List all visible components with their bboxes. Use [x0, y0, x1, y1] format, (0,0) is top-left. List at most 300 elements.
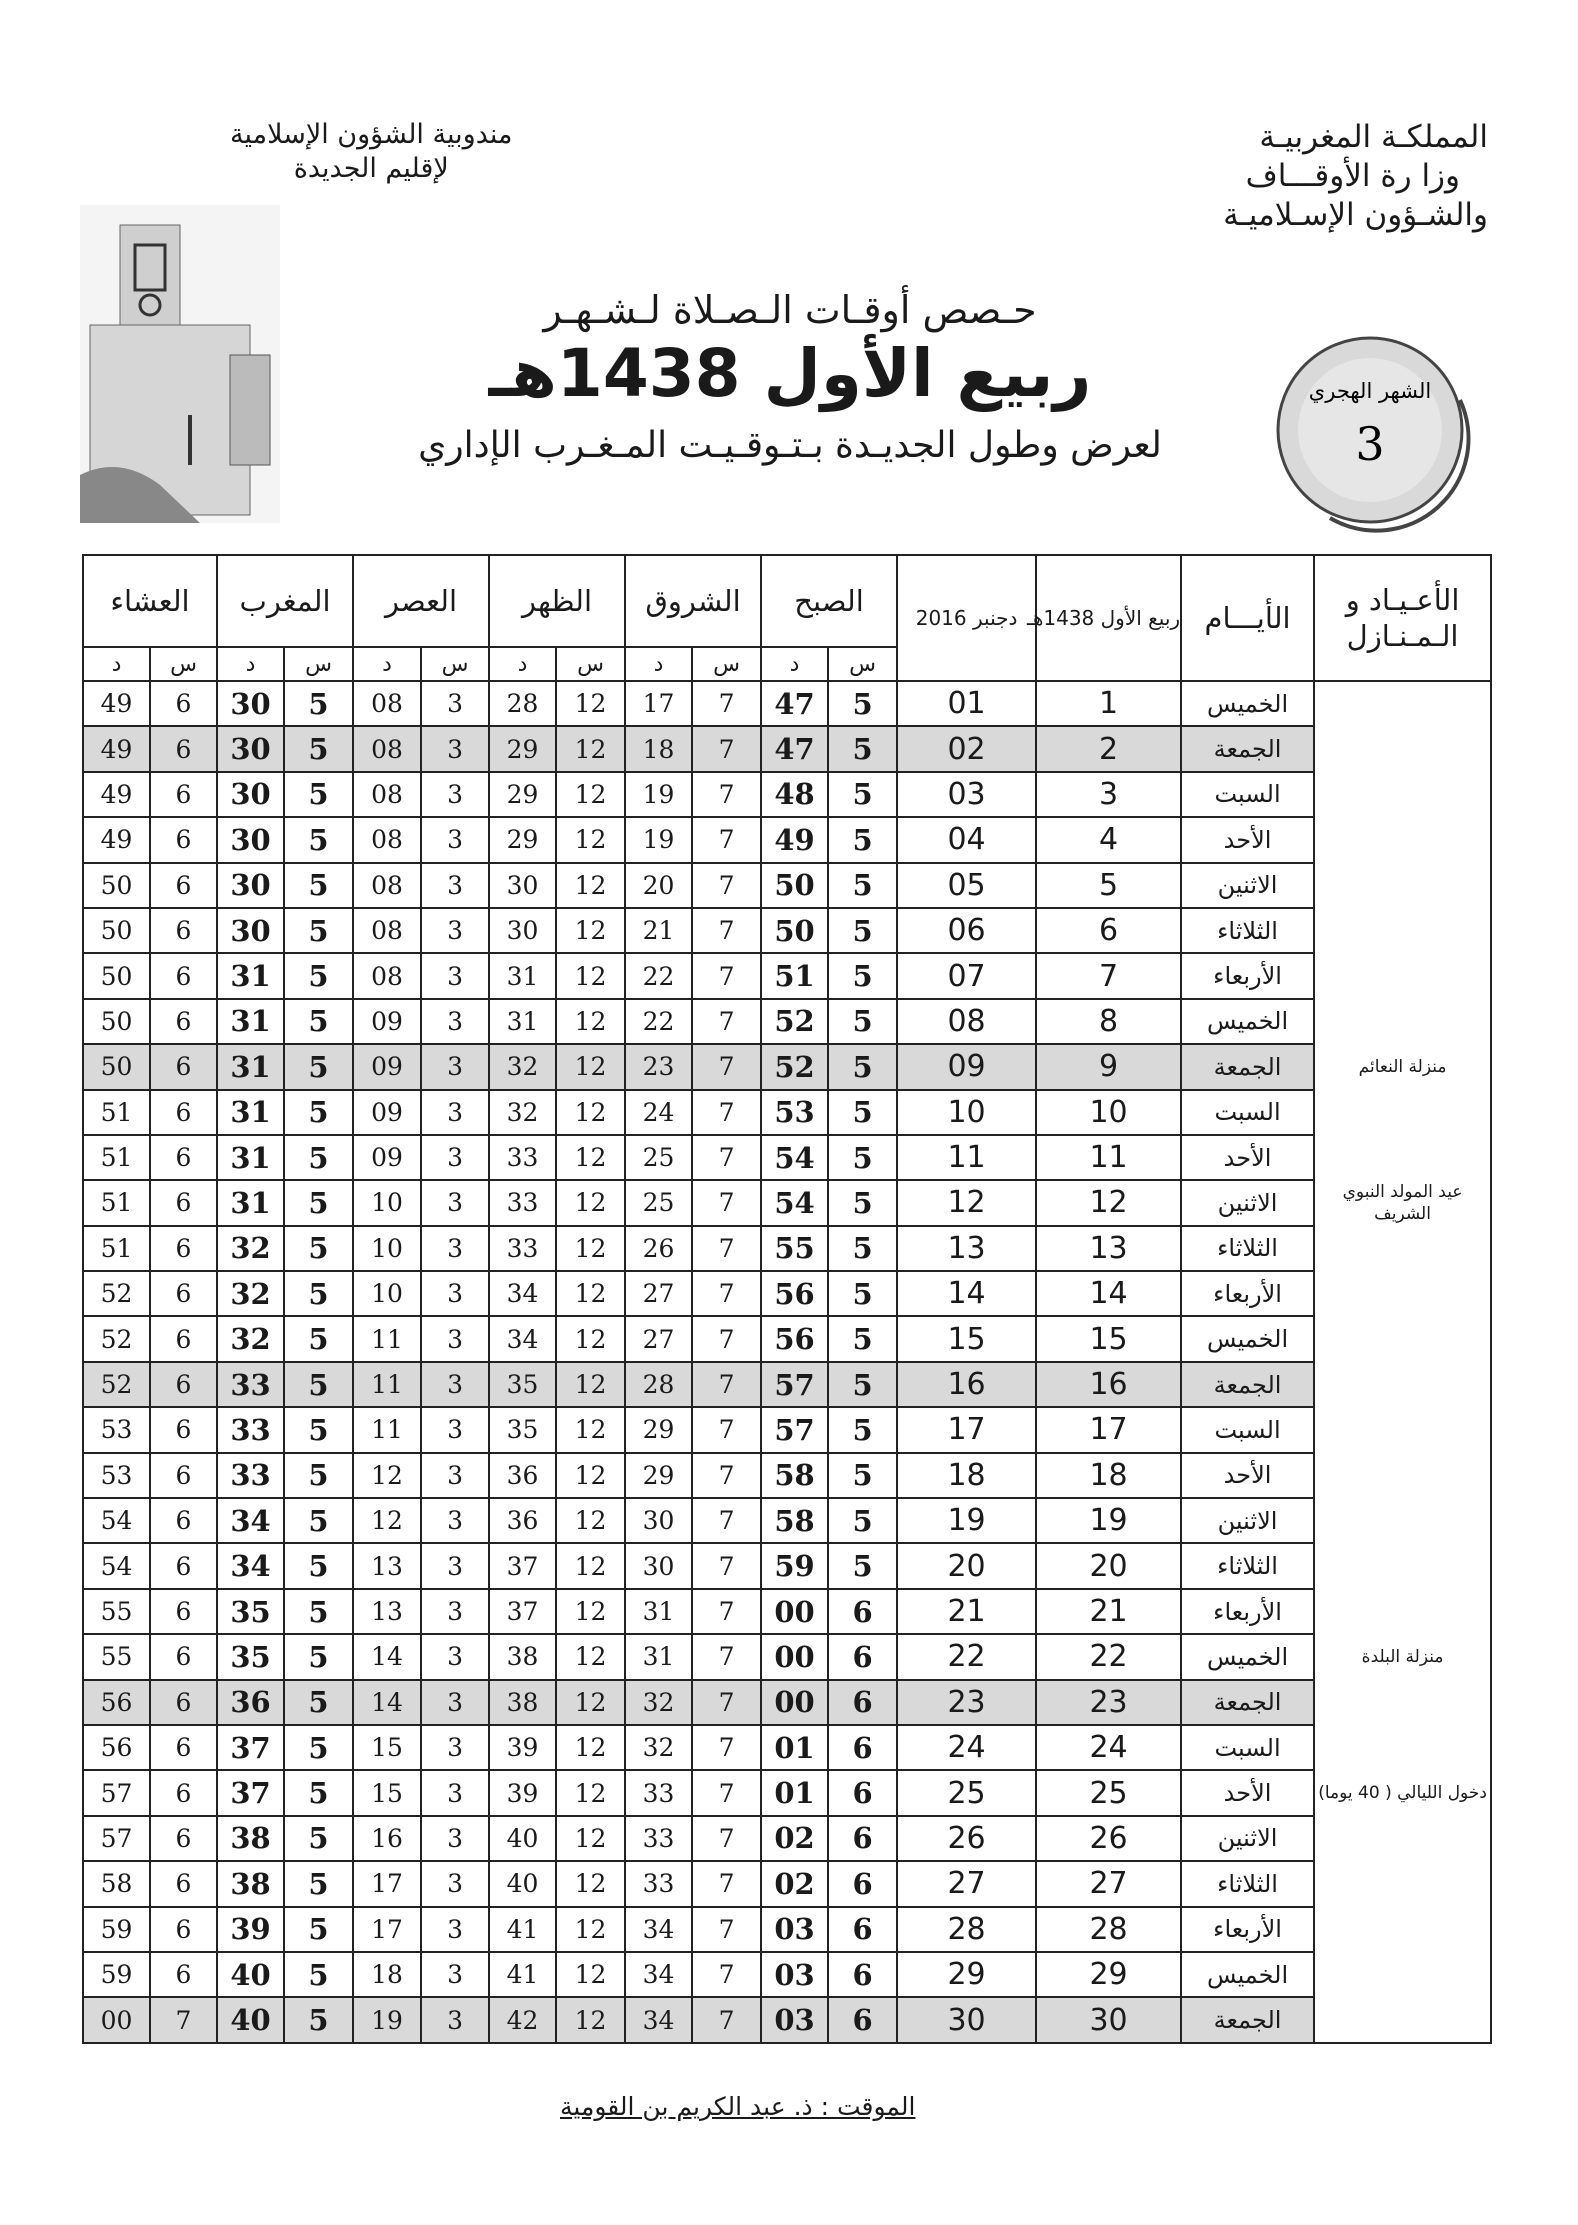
dhuhr-minute: 29 — [489, 817, 556, 862]
table-row — [83, 1952, 1491, 1997]
isha-minute: 51 — [83, 1180, 150, 1225]
isha-minute: 56 — [83, 1680, 150, 1725]
asr-minute: 13 — [353, 1543, 421, 1588]
maghrib-minute: 31 — [217, 1044, 284, 1089]
dhuhr-minute: 31 — [489, 999, 556, 1044]
event-cell — [1314, 1952, 1491, 1997]
dhuhr-hour: 12 — [556, 1543, 625, 1588]
isha-minute: 49 — [83, 681, 150, 726]
hijri-date: 2 — [1036, 726, 1181, 771]
shuruq-hour: 7 — [692, 726, 761, 771]
header-line: لإقليم الجديدة — [293, 152, 449, 184]
fajr-minute: 48 — [761, 772, 828, 817]
event-cell — [1314, 772, 1491, 817]
fajr-minute: 56 — [761, 1271, 828, 1316]
event-label: دخول الليالي ( 40 يوما) — [1314, 1770, 1491, 1815]
event-cell — [1314, 1543, 1491, 1588]
hijri-date: 11 — [1036, 1135, 1181, 1180]
gregorian-date: 28 — [897, 1907, 1036, 1952]
table-row — [83, 817, 1491, 862]
fajr-minute: 50 — [761, 908, 828, 953]
gregorian-date: 11 — [897, 1135, 1036, 1180]
event-cell — [1314, 953, 1491, 998]
fajr-minute: 57 — [761, 1407, 828, 1452]
asr-minute: 09 — [353, 1044, 421, 1089]
event-cell — [1314, 1907, 1491, 1952]
maghrib-minute: 38 — [217, 1861, 284, 1906]
event-label: منزلة البلدة — [1314, 1634, 1491, 1679]
isha-minute: 50 — [83, 1044, 150, 1089]
asr-hour: 3 — [421, 1907, 489, 1952]
fajr-hour: 6 — [828, 1680, 897, 1725]
fajr-minute: 01 — [761, 1770, 828, 1815]
table-row — [83, 1271, 1491, 1316]
tower-illustration — [80, 205, 280, 523]
asr-minute: 11 — [353, 1316, 421, 1361]
table-row — [83, 908, 1491, 953]
fajr-minute: 00 — [761, 1589, 828, 1634]
isha-minute: 59 — [83, 1907, 150, 1952]
asr-hour: 3 — [421, 1634, 489, 1679]
shuruq-minute: 20 — [625, 863, 692, 908]
dhuhr-minute: 42 — [489, 1997, 556, 2042]
day-name: الجمعة — [1181, 1044, 1314, 1089]
asr-minute: 18 — [353, 1952, 421, 1997]
isha-hour: 6 — [150, 1543, 217, 1588]
dhuhr-minute: 31 — [489, 953, 556, 998]
days-header: الأيـــام — [1181, 555, 1314, 681]
fajr-minute: 00 — [761, 1634, 828, 1679]
asr-minute: 08 — [353, 681, 421, 726]
table-row — [83, 1816, 1491, 1861]
shuruq-hour: 7 — [692, 1770, 761, 1815]
maghrib-minute: 33 — [217, 1407, 284, 1452]
shuruq-hour: 7 — [692, 681, 761, 726]
shuruq-hour: 7 — [692, 1816, 761, 1861]
gregorian-date: 25 — [897, 1770, 1036, 1815]
asr-minute: 09 — [353, 1090, 421, 1135]
isha-hour: 6 — [150, 953, 217, 998]
asr-minute: 10 — [353, 1180, 421, 1225]
day-name: الأحد — [1181, 1135, 1314, 1180]
fajr-hour: 5 — [828, 1498, 897, 1543]
maghrib-hour: 5 — [284, 1316, 353, 1361]
asr-minute: 17 — [353, 1861, 421, 1906]
header-line: والشـؤون الإسـلاميـة — [1223, 196, 1488, 233]
shuruq-hour: 7 — [692, 1861, 761, 1906]
day-name: الخميس — [1181, 999, 1314, 1044]
fajr-minute: 50 — [761, 863, 828, 908]
maghrib-hour: 5 — [284, 1634, 353, 1679]
shuruq-minute: 33 — [625, 1861, 692, 1906]
event-cell — [1314, 817, 1491, 862]
gregorian-date: 02 — [897, 726, 1036, 771]
day-name: الاثنين — [1181, 1816, 1314, 1861]
dhuhr-minute: 37 — [489, 1543, 556, 1588]
asr-hour: 3 — [421, 1770, 489, 1815]
table-row — [83, 1589, 1491, 1634]
event-cell — [1314, 1226, 1491, 1271]
maghrib-hour: 5 — [284, 1725, 353, 1770]
shuruq-hour: 7 — [692, 1226, 761, 1271]
isha-minute: 51 — [83, 1090, 150, 1135]
gregorian-date: 04 — [897, 817, 1036, 862]
fajr-hour: 5 — [828, 1543, 897, 1588]
dhuhr-minute: 32 — [489, 1044, 556, 1089]
dhuhr-hour: 12 — [556, 1680, 625, 1725]
maghrib-hour: 5 — [284, 1770, 353, 1815]
minute-subheader: د — [353, 647, 421, 681]
asr-minute: 10 — [353, 1271, 421, 1316]
maghrib-hour: 5 — [284, 1180, 353, 1225]
fajr-hour: 6 — [828, 1861, 897, 1906]
gregorian-date: 12 — [897, 1180, 1036, 1225]
shuruq-hour: 7 — [692, 1407, 761, 1452]
isha-hour: 6 — [150, 1634, 217, 1679]
shuruq-minute: 22 — [625, 999, 692, 1044]
isha-hour: 6 — [150, 1090, 217, 1135]
isha-minute: 50 — [83, 908, 150, 953]
fajr-hour: 6 — [828, 1997, 897, 2042]
fajr-hour: 5 — [828, 1180, 897, 1225]
isha-minute: 50 — [83, 999, 150, 1044]
shuruq-hour: 7 — [692, 1135, 761, 1180]
asr-hour: 3 — [421, 863, 489, 908]
shuruq-minute: 30 — [625, 1498, 692, 1543]
isha-hour: 6 — [150, 1816, 217, 1861]
dhuhr-hour: 12 — [556, 1362, 625, 1407]
asr-hour: 3 — [421, 1997, 489, 2042]
fajr-minute: 02 — [761, 1816, 828, 1861]
fajr-hour: 5 — [828, 1362, 897, 1407]
isha-minute: 52 — [83, 1362, 150, 1407]
maghrib-minute: 31 — [217, 1180, 284, 1225]
shuruq-minute: 24 — [625, 1090, 692, 1135]
fajr-hour: 5 — [828, 908, 897, 953]
shuruq-minute: 27 — [625, 1316, 692, 1361]
asr-minute: 08 — [353, 908, 421, 953]
day-name: الأربعاء — [1181, 1907, 1314, 1952]
minute-subheader: د — [761, 647, 828, 681]
gregorian-date: 06 — [897, 908, 1036, 953]
shuruq-minute: 34 — [625, 1997, 692, 2042]
fajr-hour: 5 — [828, 1135, 897, 1180]
dhuhr-hour: 12 — [556, 1725, 625, 1770]
day-name: السبت — [1181, 1407, 1314, 1452]
isha-hour: 6 — [150, 681, 217, 726]
fajr-hour: 6 — [828, 1816, 897, 1861]
gregorian-date: 10 — [897, 1090, 1036, 1135]
shuruq-minute: 34 — [625, 1907, 692, 1952]
dhuhr-hour: 12 — [556, 1044, 625, 1089]
event-cell — [1314, 726, 1491, 771]
day-name: الأحد — [1181, 817, 1314, 862]
hijri-date: 24 — [1036, 1725, 1181, 1770]
maghrib-minute: 40 — [217, 1952, 284, 1997]
shuruq-hour: 7 — [692, 1271, 761, 1316]
day-name: الخميس — [1181, 1316, 1314, 1361]
minute-subheader: د — [489, 647, 556, 681]
fajr-hour: 5 — [828, 817, 897, 862]
fajr-hour: 5 — [828, 1044, 897, 1089]
event-cell — [1314, 1997, 1491, 2042]
shuruq-minute: 19 — [625, 772, 692, 817]
maghrib-minute: 36 — [217, 1680, 284, 1725]
asr-hour: 3 — [421, 1952, 489, 1997]
fajr-hour: 6 — [828, 1770, 897, 1815]
table-row — [83, 1362, 1491, 1407]
shuruq-hour: 7 — [692, 1044, 761, 1089]
asr-minute: 08 — [353, 772, 421, 817]
fajr-hour: 5 — [828, 1316, 897, 1361]
gregorian-date: 29 — [897, 1952, 1036, 1997]
fajr-hour: 5 — [828, 1271, 897, 1316]
gregorian-date: 26 — [897, 1816, 1036, 1861]
table-row — [83, 1135, 1491, 1180]
asr-hour: 3 — [421, 1725, 489, 1770]
asr-minute: 16 — [353, 1816, 421, 1861]
gregorian-date: 20 — [897, 1543, 1036, 1588]
fajr-minute: 52 — [761, 999, 828, 1044]
fajr-hour: 5 — [828, 863, 897, 908]
maghrib-hour: 5 — [284, 1816, 353, 1861]
fajr-minute: 03 — [761, 1907, 828, 1952]
asr-hour: 3 — [421, 1816, 489, 1861]
table-row — [83, 1997, 1491, 2042]
fajr-minute: 58 — [761, 1498, 828, 1543]
isha-minute: 58 — [83, 1861, 150, 1906]
shuruq-hour: 7 — [692, 953, 761, 998]
day-name: الثلاثاء — [1181, 1226, 1314, 1271]
dhuhr-minute: 30 — [489, 908, 556, 953]
dhuhr-hour: 12 — [556, 1135, 625, 1180]
table-row — [83, 1543, 1491, 1588]
maghrib-hour: 5 — [284, 1589, 353, 1634]
dhuhr-header: الظهر — [489, 555, 625, 647]
dhuhr-hour: 12 — [556, 772, 625, 817]
prayer-times-table — [82, 554, 1492, 2044]
dhuhr-hour: 12 — [556, 1907, 625, 1952]
fajr-hour: 6 — [828, 1725, 897, 1770]
gregorian-date: 23 — [897, 1680, 1036, 1725]
hijri-header: ربيع الأول 1438هـ — [1036, 555, 1181, 681]
dhuhr-minute: 40 — [489, 1816, 556, 1861]
isha-hour: 6 — [150, 1861, 217, 1906]
shuruq-hour: 7 — [692, 1316, 761, 1361]
hijri-date: 9 — [1036, 1044, 1181, 1089]
asr-minute: 12 — [353, 1498, 421, 1543]
hijri-date: 1 — [1036, 681, 1181, 726]
gregorian-date: 22 — [897, 1634, 1036, 1679]
fajr-minute: 54 — [761, 1135, 828, 1180]
maghrib-hour: 5 — [284, 817, 353, 862]
isha-minute: 54 — [83, 1498, 150, 1543]
hijri-date: 13 — [1036, 1226, 1181, 1271]
table-row — [83, 1090, 1491, 1135]
maghrib-minute: 33 — [217, 1453, 284, 1498]
event-cell — [1314, 1316, 1491, 1361]
maghrib-minute: 38 — [217, 1816, 284, 1861]
isha-hour: 6 — [150, 908, 217, 953]
gregorian-date: 13 — [897, 1226, 1036, 1271]
minute-subheader: د — [83, 647, 150, 681]
hijri-date: 30 — [1036, 1997, 1181, 2042]
day-name: الخميس — [1181, 1634, 1314, 1679]
hijri-month-seal — [1270, 330, 1480, 530]
asr-hour: 3 — [421, 726, 489, 771]
asr-hour: 3 — [421, 953, 489, 998]
isha-header: العشاء — [83, 555, 217, 647]
asr-minute: 12 — [353, 1453, 421, 1498]
dhuhr-hour: 12 — [556, 681, 625, 726]
event-cell — [1314, 1135, 1491, 1180]
isha-minute: 55 — [83, 1634, 150, 1679]
shuruq-minute: 25 — [625, 1135, 692, 1180]
shuruq-minute: 17 — [625, 681, 692, 726]
fajr-minute: 02 — [761, 1861, 828, 1906]
day-name: الخميس — [1181, 681, 1314, 726]
maghrib-hour: 5 — [284, 1680, 353, 1725]
asr-hour: 3 — [421, 1861, 489, 1906]
fajr-hour: 5 — [828, 1226, 897, 1271]
shuruq-minute: 28 — [625, 1362, 692, 1407]
day-name: الأربعاء — [1181, 953, 1314, 998]
fajr-minute: 01 — [761, 1725, 828, 1770]
fajr-minute: 58 — [761, 1453, 828, 1498]
gregorian-date: 01 — [897, 681, 1036, 726]
event-cell — [1314, 1362, 1491, 1407]
maghrib-hour: 5 — [284, 1453, 353, 1498]
shuruq-minute: 32 — [625, 1725, 692, 1770]
fajr-minute: 47 — [761, 726, 828, 771]
fajr-hour: 5 — [828, 726, 897, 771]
event-label: عيد المولد النبوي الشريف — [1314, 1180, 1491, 1225]
hijri-date: 10 — [1036, 1090, 1181, 1135]
dhuhr-minute: 33 — [489, 1226, 556, 1271]
dhuhr-minute: 30 — [489, 863, 556, 908]
shuruq-hour: 7 — [692, 1362, 761, 1407]
maghrib-minute: 40 — [217, 1997, 284, 2042]
dhuhr-minute: 35 — [489, 1362, 556, 1407]
dhuhr-hour: 12 — [556, 1498, 625, 1543]
asr-hour: 3 — [421, 999, 489, 1044]
dhuhr-hour: 12 — [556, 1816, 625, 1861]
asr-hour: 3 — [421, 772, 489, 817]
shuruq-hour: 7 — [692, 1952, 761, 1997]
fajr-minute: 49 — [761, 817, 828, 862]
maghrib-hour: 5 — [284, 772, 353, 817]
gregorian-date: 21 — [897, 1589, 1036, 1634]
delegation-header — [230, 118, 512, 186]
shuruq-minute: 29 — [625, 1453, 692, 1498]
location-subtitle: لعرض وطول الجديـدة بـتـوقـيـت المـغـرب الإداري — [418, 425, 1162, 466]
isha-minute: 50 — [83, 953, 150, 998]
asr-hour: 3 — [421, 1589, 489, 1634]
event-cell — [1314, 681, 1491, 726]
maghrib-hour: 5 — [284, 726, 353, 771]
isha-minute: 51 — [83, 1226, 150, 1271]
shuruq-hour: 7 — [692, 1680, 761, 1725]
asr-hour: 3 — [421, 1680, 489, 1725]
event-cell — [1314, 1090, 1491, 1135]
maghrib-hour: 5 — [284, 999, 353, 1044]
gregorian-date: 15 — [897, 1316, 1036, 1361]
maghrib-minute: 30 — [217, 681, 284, 726]
fajr-hour: 5 — [828, 1090, 897, 1135]
maghrib-hour: 5 — [284, 1044, 353, 1089]
isha-minute: 59 — [83, 1952, 150, 1997]
shuruq-hour: 7 — [692, 817, 761, 862]
isha-hour: 6 — [150, 1498, 217, 1543]
maghrib-hour: 5 — [284, 1498, 353, 1543]
dhuhr-minute: 37 — [489, 1589, 556, 1634]
asr-minute: 15 — [353, 1725, 421, 1770]
table-row — [83, 1634, 1491, 1679]
fajr-hour: 6 — [828, 1589, 897, 1634]
day-name: السبت — [1181, 1090, 1314, 1135]
fajr-hour: 5 — [828, 681, 897, 726]
asr-hour: 3 — [421, 1090, 489, 1135]
asr-hour: 3 — [421, 1226, 489, 1271]
timekeeper-signature: الموقت : ذ. عبد الكريم بن القومية — [560, 2092, 916, 2121]
maghrib-hour: 5 — [284, 953, 353, 998]
dhuhr-hour: 12 — [556, 953, 625, 998]
fajr-minute: 03 — [761, 1997, 828, 2042]
hijri-date: 6 — [1036, 908, 1181, 953]
maghrib-minute: 31 — [217, 953, 284, 998]
events-header: الأعـيـاد و الـمـنـازل — [1314, 555, 1491, 681]
table-row — [83, 1316, 1491, 1361]
shuruq-minute: 22 — [625, 953, 692, 998]
asr-hour: 3 — [421, 1453, 489, 1498]
day-name: الجمعة — [1181, 1680, 1314, 1725]
hijri-date: 14 — [1036, 1271, 1181, 1316]
fajr-minute: 53 — [761, 1090, 828, 1135]
shuruq-minute: 21 — [625, 908, 692, 953]
event-cell — [1314, 863, 1491, 908]
dhuhr-minute: 29 — [489, 726, 556, 771]
fajr-hour: 5 — [828, 953, 897, 998]
shuruq-minute: 27 — [625, 1271, 692, 1316]
dhuhr-minute: 35 — [489, 1407, 556, 1452]
event-cell — [1314, 1589, 1491, 1634]
event-cell — [1314, 1453, 1491, 1498]
isha-minute: 53 — [83, 1407, 150, 1452]
gregorian-date: 30 — [897, 1997, 1036, 2042]
maghrib-hour: 5 — [284, 1362, 353, 1407]
gregorian-date: 27 — [897, 1861, 1036, 1906]
isha-hour: 6 — [150, 1226, 217, 1271]
maghrib-hour: 5 — [284, 1135, 353, 1180]
shuruq-hour: 7 — [692, 1543, 761, 1588]
dhuhr-minute: 34 — [489, 1316, 556, 1361]
dhuhr-minute: 34 — [489, 1271, 556, 1316]
dhuhr-minute: 40 — [489, 1861, 556, 1906]
shuruq-hour: 7 — [692, 1725, 761, 1770]
isha-hour: 6 — [150, 1362, 217, 1407]
event-cell — [1314, 1498, 1491, 1543]
asr-minute: 11 — [353, 1407, 421, 1452]
maghrib-minute: 31 — [217, 999, 284, 1044]
hijri-date: 8 — [1036, 999, 1181, 1044]
isha-hour: 6 — [150, 817, 217, 862]
isha-minute: 49 — [83, 772, 150, 817]
isha-hour: 6 — [150, 1044, 217, 1089]
maghrib-minute: 35 — [217, 1589, 284, 1634]
dhuhr-hour: 12 — [556, 999, 625, 1044]
dhuhr-hour: 12 — [556, 1407, 625, 1452]
hijri-date: 12 — [1036, 1180, 1181, 1225]
